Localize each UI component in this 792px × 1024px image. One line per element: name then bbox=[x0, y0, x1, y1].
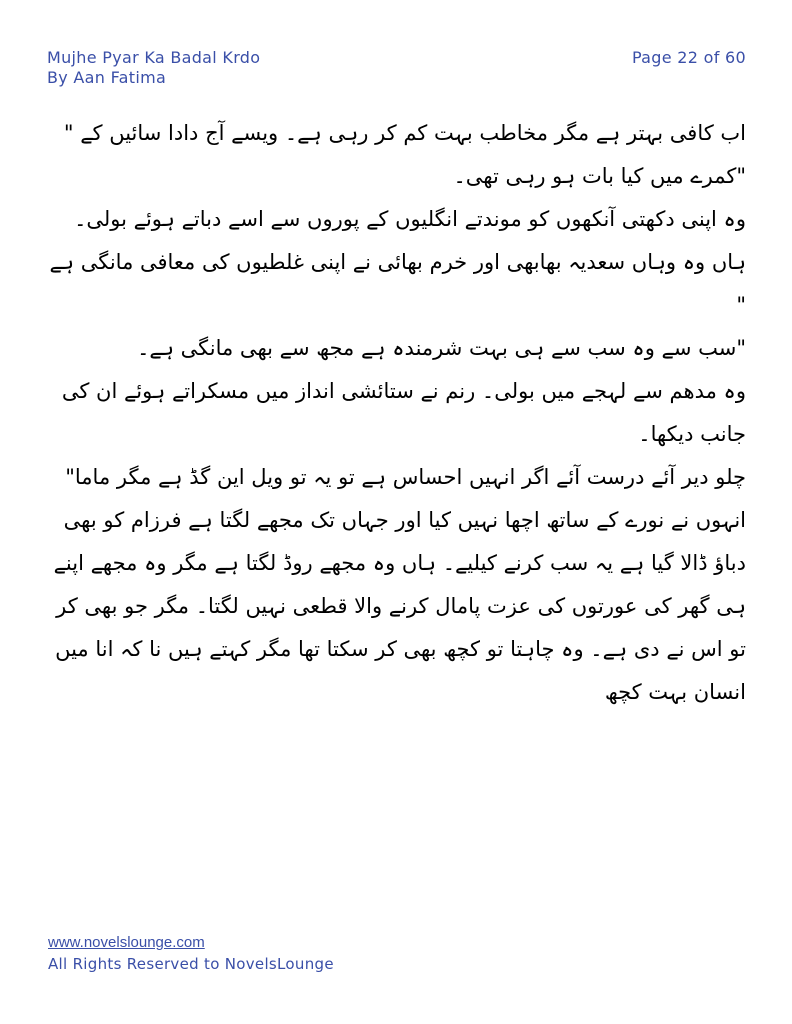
author-name: By Aan Fatima bbox=[47, 68, 167, 87]
rights-notice: All Rights Reserved to NovelsLounge bbox=[48, 955, 334, 973]
paragraph: اب کافی بہتر ہے مگر مخاطب بہت کم کر رہی ہے۔ ویسے آج دادا سائیں کے " bbox=[63, 121, 746, 145]
website-link[interactable]: www.novelslounge.com bbox=[48, 934, 205, 951]
header-left bbox=[47, 48, 260, 88]
page-indicator: Page 22 of 60 bbox=[631, 48, 746, 67]
paragraph: چلو دیر آئے درست آئے اگر انہیں احساس ہے تو یہ تو ویل این گڈ ہے مگر ماما" انہوں نے نورے کے ساتھ اچھا نہیں کیا اور جہاں تک مجھے لگتا ہے فرزام کو بھی دباؤ ڈالا گیا ہے یہ سب کرنے کیلیے۔ ہاں وہ مجھے روڈ لگتا ہے مگر وہ مجھے اپنے ہی گھر کی عورتوں کی عزت پامال کرنے والا قطعی نہیں لگتا۔ مگر جو بھی کر تو اس نے دی ہے۔ وہ چاہتا تو کچھ بھی کر سکتا تھا مگر کہتے ہیں نا کہ انا میں انسان بہت کچھ bbox=[53, 465, 746, 704]
urdu-body-text bbox=[48, 112, 746, 714]
paragraph: "کمرے میں کیا بات ہو رہی تھی۔ bbox=[453, 164, 746, 188]
paragraph: ہاں وہ وہاں سعدیہ بھابھی اور خرم بھائی نے اپنی غلطیوں کی معافی مانگی ہے " bbox=[49, 250, 746, 317]
paragraph: وہ مدھم سے لہجے میں بولی۔ رنم نے ستائشی انداز میں مسکراتے ہوئے ان کی جانب دیکھا۔ bbox=[61, 379, 746, 446]
paragraph: وہ اپنی دکھتی آنکھوں کو موندتے انگلیوں کے پوروں سے اسے دباتے ہوئے بولی۔ bbox=[74, 207, 746, 231]
novel-title: Mujhe Pyar Ka Badal Krdo bbox=[47, 48, 261, 67]
paragraph: "سب سے وہ سب سے ہی بہت شرمندہ ہے مجھ سے بھی مانگی ہے۔ bbox=[137, 336, 746, 360]
